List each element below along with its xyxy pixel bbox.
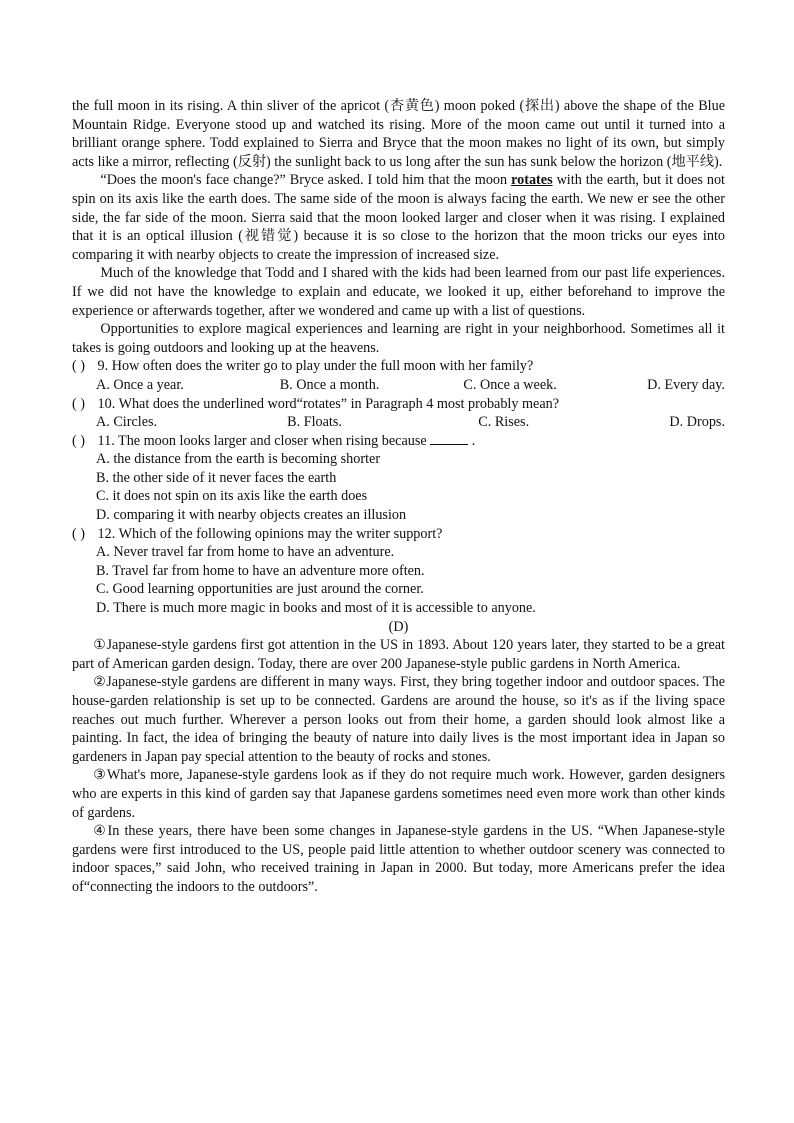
q9-option-a[interactable]: A. Once a year. <box>96 376 184 393</box>
passage-c-paragraph-5: Much of the knowledge that Todd and I shared with the kids had been learned from our past life experiences. If we did not have the knowledge to explain and educate, we looked it up, either beforehand to improve the experience or afterwards together, after we wondered and came up with a list of questions. <box>72 265 725 319</box>
underlined-word-rotates: rotates <box>511 172 553 189</box>
p4-text-before: “Does the moon's face change?” Bryce asked. I told him that the moon <box>100 172 512 189</box>
q11-option-b[interactable]: B. the other side of it never faces the earth <box>96 469 337 486</box>
answer-blank-9[interactable]: ( ) <box>72 358 85 375</box>
question-9-options <box>96 376 725 395</box>
passage-c-paragraph-6: Opportunities to explore magical experiences and learning are right in your neighborhood. Sometimes all it takes is going outdoors and looking up at the heavens. <box>72 321 725 356</box>
question-12 <box>72 525 725 544</box>
question-11 <box>72 432 725 451</box>
answer-blank-10[interactable]: ( ) <box>72 395 85 412</box>
q12-option-a[interactable]: A. Never travel far from home to have an adventure. <box>96 544 395 561</box>
answer-blank-11[interactable]: ( ) <box>72 432 85 449</box>
q11-option-a[interactable]: A. the distance from the earth is becoming shorter <box>96 451 381 468</box>
q10-option-b[interactable]: B. Floats. <box>287 414 342 431</box>
question-10 <box>72 395 725 414</box>
passage-d-label: (D) <box>388 618 409 635</box>
p4-text-after: with the earth, but it does not spin on its axis like the earth does. The same side of the moon is always facing the earth. We new er see the other side, the far side of the moon. Sierra said that the moon looked larger and closer when it was rising. I explained that it is an optical illusion (视错觉) because it is so close to the horizon that the moon tricks our eyes into comparing it with nearby objects to create the impression of increased size. <box>72 172 725 263</box>
question-11-stem: 11. The moon looks larger and closer when rising because <box>97 432 427 449</box>
q10-option-d[interactable]: D. Drops. <box>669 414 725 431</box>
q9-option-c[interactable]: C. Once a week. <box>463 376 557 393</box>
question-9-stem: 9. How often does the writer go to play under the full moon with her family? <box>97 358 534 375</box>
q9-option-d[interactable]: D. Every day. <box>647 376 725 393</box>
question-9 <box>72 357 725 376</box>
passage-c-paragraph-3: the full moon in its rising. A thin sliver of the apricot (杏黄色) moon poked (探出) above the shape of the Blue Mountain Ridge. Everyone stood up and watched its rising. More of the moon came out until it turned into a brilliant orange sphere. Todd explained to Sierra and Bryce that the moon makes no light of its own, but simply acts like a mirror, reflecting (反射) the sunlight back to us long after the sun has sunk below the horizon (地平线). <box>72 98 725 170</box>
q12-option-b[interactable]: B. Travel far from home to have an adventure more often. <box>96 562 425 579</box>
passage-d-paragraph-1: ①Japanese-style gardens first got attention in the US in 1893. About 120 years later, they started to be a great part of American garden design. Today, there are over 200 Japanese-style public gardens in North America. <box>72 637 725 672</box>
worksheet-page <box>72 97 725 897</box>
answer-blank-12[interactable]: ( ) <box>72 525 85 542</box>
question-12-stem: 12. Which of the following opinions may the writer support? <box>97 525 443 542</box>
q10-option-c[interactable]: C. Rises. <box>478 414 530 431</box>
question-10-options <box>96 413 725 432</box>
passage-c-paragraph-4 <box>72 171 725 264</box>
question-10-stem: 10. What does the underlined word“rotates” in Paragraph 4 most probably mean? <box>97 395 560 412</box>
passage-d-paragraph-2: ②Japanese-style gardens are different in many ways. First, they bring together indoor and outdoor spaces. The house-garden relationship is set up to be connected. Gardens are around the house, so it's as if the living space reaches out much further. Wherever a person looks out from their home, a garden should look almost like a painting. In fact, the idea of bringing the beauty of nature into daily lives is the most important idea in Japan so gardeners in Japan pay special attention to the beauty of rocks and stones. <box>72 674 725 765</box>
passage-d-paragraph-4: ④In these years, there have been some changes in Japanese-style gardens in the US. “When Japanese-style gardens were first introduced to the US, people paid little attention to whether outdoor scenery was connected to indoor spaces,” said John, who received training in Japan in 2000. But today, more Americans prefer the idea of“connecting the indoors to the outdoors”. <box>72 823 725 895</box>
question-11-stem-end: . <box>471 432 476 449</box>
q10-option-a[interactable]: A. Circles. <box>96 414 158 431</box>
q11-option-d[interactable]: D. comparing it with nearby objects creates an illusion <box>96 507 407 524</box>
q9-option-b[interactable]: B. Once a month. <box>279 376 380 393</box>
q12-option-c[interactable]: C. Good learning opportunities are just around the corner. <box>96 581 424 598</box>
fill-blank-line <box>430 432 468 445</box>
q11-option-c[interactable]: C. it does not spin on its axis like the earth does <box>96 488 368 505</box>
passage-d-paragraph-3: ③What's more, Japanese-style gardens look as if they do not require much work. However, garden designers who are experts in this kind of garden say that Japanese gardens sometimes need even more work than other kinds of gardens. <box>72 767 725 821</box>
q12-option-d[interactable]: D. There is much more magic in books and most of it is accessible to anyone. <box>96 600 536 617</box>
